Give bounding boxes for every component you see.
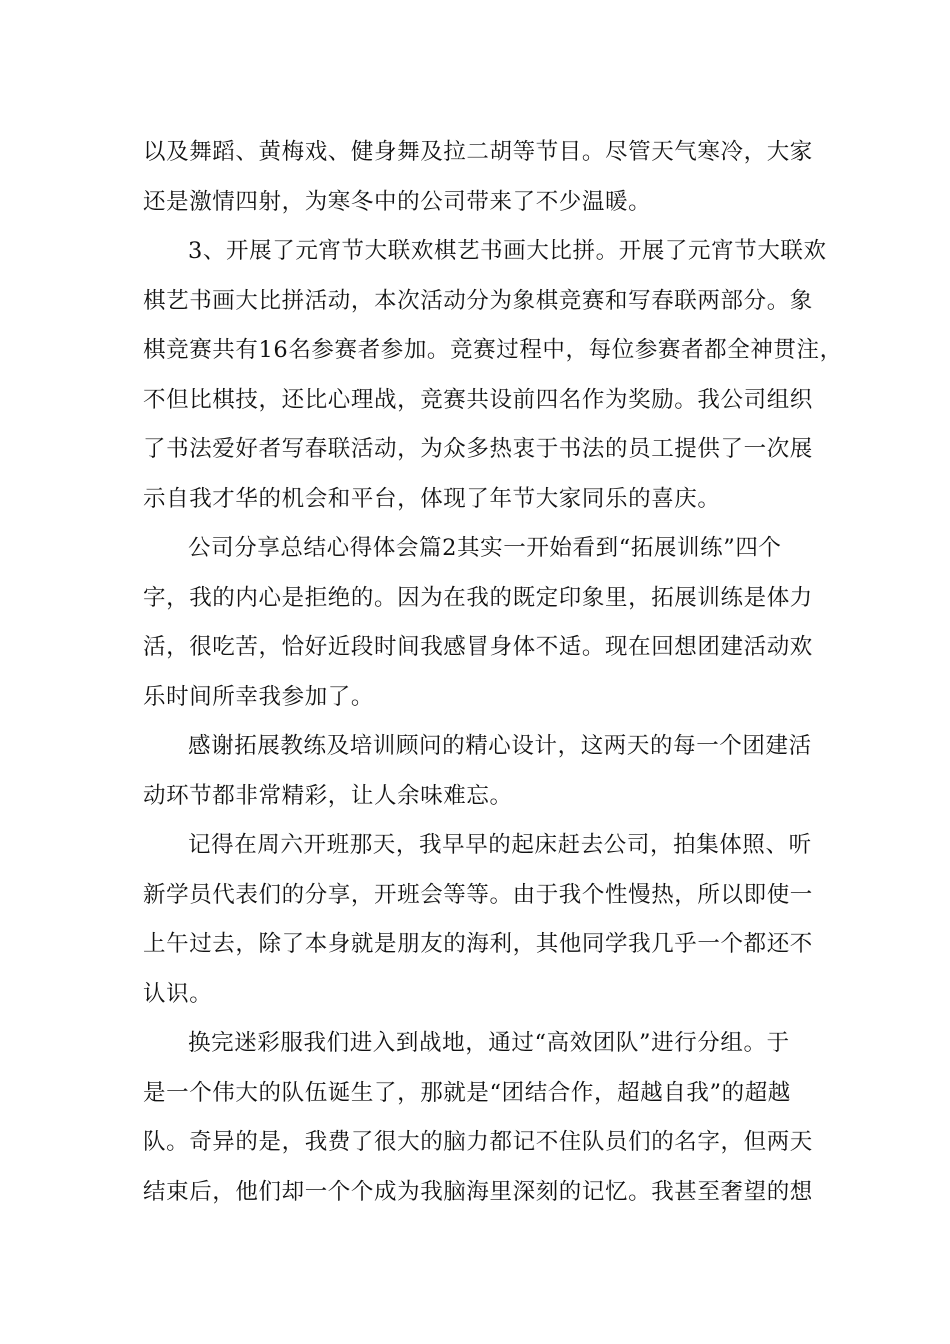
text-line: 认识。 — [143, 980, 213, 1007]
paragraph-1 — [143, 128, 813, 227]
text-line: 还是激情四射，为寒冬中的公司带来了不少温暖。 — [143, 188, 652, 215]
text-line: 3、开展了元宵节大联欢棋艺书画大比拼。开展了元宵节大联欢 — [188, 238, 827, 264]
text-line: 结束后，他们却一个个成为我脑海里深刻的记忆。我甚至奢望的想 — [143, 1178, 813, 1205]
paragraph-2 — [143, 227, 843, 524]
text-line: 队。奇异的是，我费了很大的脑力都记不住队员们的名字，但两天 — [143, 1129, 813, 1155]
text-line: 字，我的内心是拒绝的。因为在我的既定印象里，拓展训练是体力 — [143, 584, 813, 611]
text-line: 了书法爱好者写春联活动，为众多热衷于书法的员工提供了一次展 — [143, 436, 813, 462]
text-line: 上午过去，除了本身就是朋友的海利，其他同学我几乎一个都还不 — [143, 931, 813, 957]
text-line: 以及舞蹈、黄梅戏、健身舞及拉二胡等节目。尽管天气寒冷，大家 — [143, 139, 813, 165]
document-body — [143, 128, 843, 1217]
text-line: 示自我才华的机会和平台，体现了年节大家同乐的喜庆。 — [143, 485, 721, 512]
text-line: 不但比棋技，还比心理战，竞赛共设前四名作为奖励。我公司组织 — [143, 386, 813, 413]
text-line: 活，很吃苦，恰好近段时间我感冒身体不适。现在回想团建活动欢 — [143, 634, 813, 660]
text-line: 感谢拓展教练及培训顾问的精心设计，这两天的每一个团建活 — [188, 733, 812, 759]
text-line: 换完迷彩服我们进入到战地，通过“高效团队”进行分组。于 — [188, 1030, 790, 1056]
text-line: 乐时间所幸我参加了。 — [143, 683, 375, 710]
paragraph-5 — [143, 821, 813, 1019]
paragraph-6 — [143, 1019, 813, 1217]
text-line: 棋竞赛共有16名参赛者参加。竞赛过程中，每位参赛者都全神贯注， — [143, 337, 843, 363]
text-line: 棋艺书画大比拼活动，本次活动分为象棋竞赛和写春联两部分。象 — [143, 287, 813, 314]
paragraph-3 — [143, 524, 813, 722]
paragraph-4 — [143, 722, 813, 821]
text-line: 是一个伟大的队伍诞生了，那就是“团结合作，超越自我”的超越 — [143, 1079, 791, 1106]
text-line: 记得在周六开班那天，我早早的起床赶去公司，拍集体照、听 — [188, 832, 812, 858]
text-line: 公司分享总结心得体会篇2其实一开始看到“拓展训练”四个 — [188, 535, 782, 561]
text-line: 新学员代表们的分享，开班会等等。由于我个性慢热，所以即使一 — [143, 881, 813, 908]
text-line: 动环节都非常精彩，让人余味难忘。 — [143, 782, 513, 809]
